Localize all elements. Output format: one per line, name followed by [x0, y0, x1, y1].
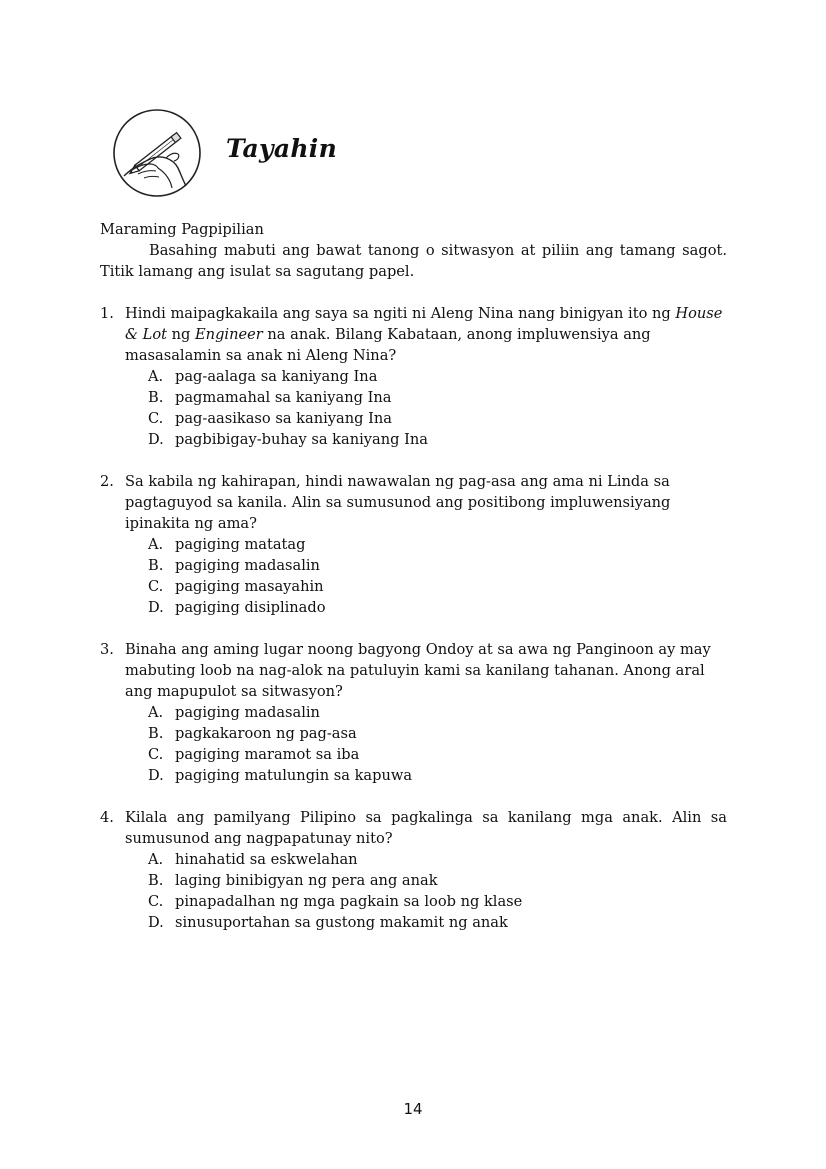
- choice-letter: D.: [148, 599, 164, 616]
- choice-letter: D.: [148, 767, 164, 784]
- choice-letter: C.: [148, 410, 164, 427]
- choice-text: pagmamahal sa kaniyang Ina: [175, 389, 392, 406]
- choice-letter: C.: [148, 746, 164, 763]
- choice-text: pagiging maramot sa iba: [175, 746, 360, 763]
- choice-letter: A.: [148, 704, 164, 721]
- choice-option[interactable]: [148, 912, 727, 933]
- choice-text: pagiging matulungin sa kapuwa: [175, 767, 413, 784]
- choice-text: pag-aasikaso sa kaniyang Ina: [175, 410, 392, 427]
- question-list: [100, 303, 727, 933]
- choice-letter: D.: [148, 914, 164, 931]
- instructions: Basahing mabuti ang bawat tanong o sitwasyon at piliin ang tamang sagot. Titik lamang ang isulat sa sagutang papel.: [100, 242, 727, 280]
- question-text: Kilala ang pamilyang Pilipino sa pagkalinga sa kanilang mga anak. Alin sa sumusunod ang nagpapatunay nito?: [125, 809, 727, 847]
- question-4: [100, 807, 727, 933]
- choice-letter: A.: [148, 368, 164, 385]
- choice-option[interactable]: [148, 408, 727, 429]
- choice-list: [125, 702, 727, 786]
- choice-option[interactable]: [148, 387, 727, 408]
- question-2: [100, 471, 727, 618]
- choice-letter: B.: [148, 389, 164, 406]
- hand-writing-with-pencil-icon: [112, 108, 202, 198]
- question-3: [100, 639, 727, 786]
- choice-list: [125, 366, 727, 450]
- question-number: 3.: [100, 641, 114, 658]
- page-title: Tayahin: [226, 134, 338, 163]
- choice-option[interactable]: [148, 723, 727, 744]
- choice-text: sinusuportahan sa gustong makamit ng anak: [175, 914, 508, 931]
- choice-option[interactable]: [148, 534, 727, 555]
- choice-option[interactable]: [148, 702, 727, 723]
- choice-option[interactable]: [148, 891, 727, 912]
- choice-letter: B.: [148, 872, 164, 889]
- choice-text: pagkakaroon ng pag-asa: [175, 725, 357, 742]
- choice-list: [125, 534, 727, 618]
- choice-text: hinahatid sa eskwelahan: [175, 851, 358, 868]
- choice-letter: C.: [148, 578, 164, 595]
- choice-letter: B.: [148, 725, 164, 742]
- emphasized-term: Engineer: [195, 326, 263, 343]
- choice-option[interactable]: [148, 597, 727, 618]
- worksheet-content: [100, 219, 727, 954]
- choice-option[interactable]: [148, 744, 727, 765]
- choice-text: pagiging matatag: [175, 536, 306, 553]
- choice-text: pagiging masayahin: [175, 578, 324, 595]
- section-label: Maraming Pagpipilian: [100, 221, 264, 238]
- choice-option[interactable]: [148, 576, 727, 597]
- choice-letter: B.: [148, 557, 164, 574]
- question-text: Hindi maipagkakaila ang saya sa ngiti ni Aleng Nina nang binigyan ito ng House & Lot ng Engineer na anak. Bilang Kabataan, anong impluwensiya ang masasalamin sa anak ni Aleng Nina?: [125, 305, 723, 364]
- choice-option[interactable]: [148, 849, 727, 870]
- choice-option[interactable]: [148, 429, 727, 450]
- choice-option[interactable]: [148, 555, 727, 576]
- emphasized-term: House & Lot: [125, 305, 723, 343]
- question-1: [100, 303, 727, 450]
- question-text: Binaha ang aming lugar noong bagyong Ondoy at sa awa ng Panginoon ay may mabuting loob na nag-alok na patuluyin kami sa kanilang tahanan. Anong aral ang mapupulot sa sitwasyon?: [125, 641, 711, 700]
- page-number: 14: [403, 1100, 423, 1118]
- question-number: 2.: [100, 473, 114, 490]
- choice-text: pagiging madasalin: [175, 557, 320, 574]
- choice-letter: A.: [148, 851, 164, 868]
- question-number: 4.: [100, 809, 114, 826]
- question-number: 1.: [100, 305, 114, 322]
- choice-text: pagiging disiplinado: [175, 599, 326, 616]
- choice-letter: C.: [148, 893, 164, 910]
- choice-text: pagbibigay-buhay sa kaniyang Ina: [175, 431, 428, 448]
- choice-list: [125, 849, 727, 933]
- choice-letter: D.: [148, 431, 164, 448]
- choice-text: pag-aalaga sa kaniyang Ina: [175, 368, 378, 385]
- choice-option[interactable]: [148, 870, 727, 891]
- question-text: Sa kabila ng kahirapan, hindi nawawalan ng pag-asa ang ama ni Linda sa pagtaguyod sa kanila. Alin sa sumusunod ang positibong impluwensiyang ipinakita ng ama?: [125, 473, 671, 532]
- choice-text: laging binibigyan ng pera ang anak: [175, 872, 438, 889]
- choice-option[interactable]: [148, 366, 727, 387]
- choice-letter: A.: [148, 536, 164, 553]
- choice-text: pagiging madasalin: [175, 704, 320, 721]
- choice-text: pinapadalhan ng mga pagkain sa loob ng klase: [175, 893, 523, 910]
- choice-option[interactable]: [148, 765, 727, 786]
